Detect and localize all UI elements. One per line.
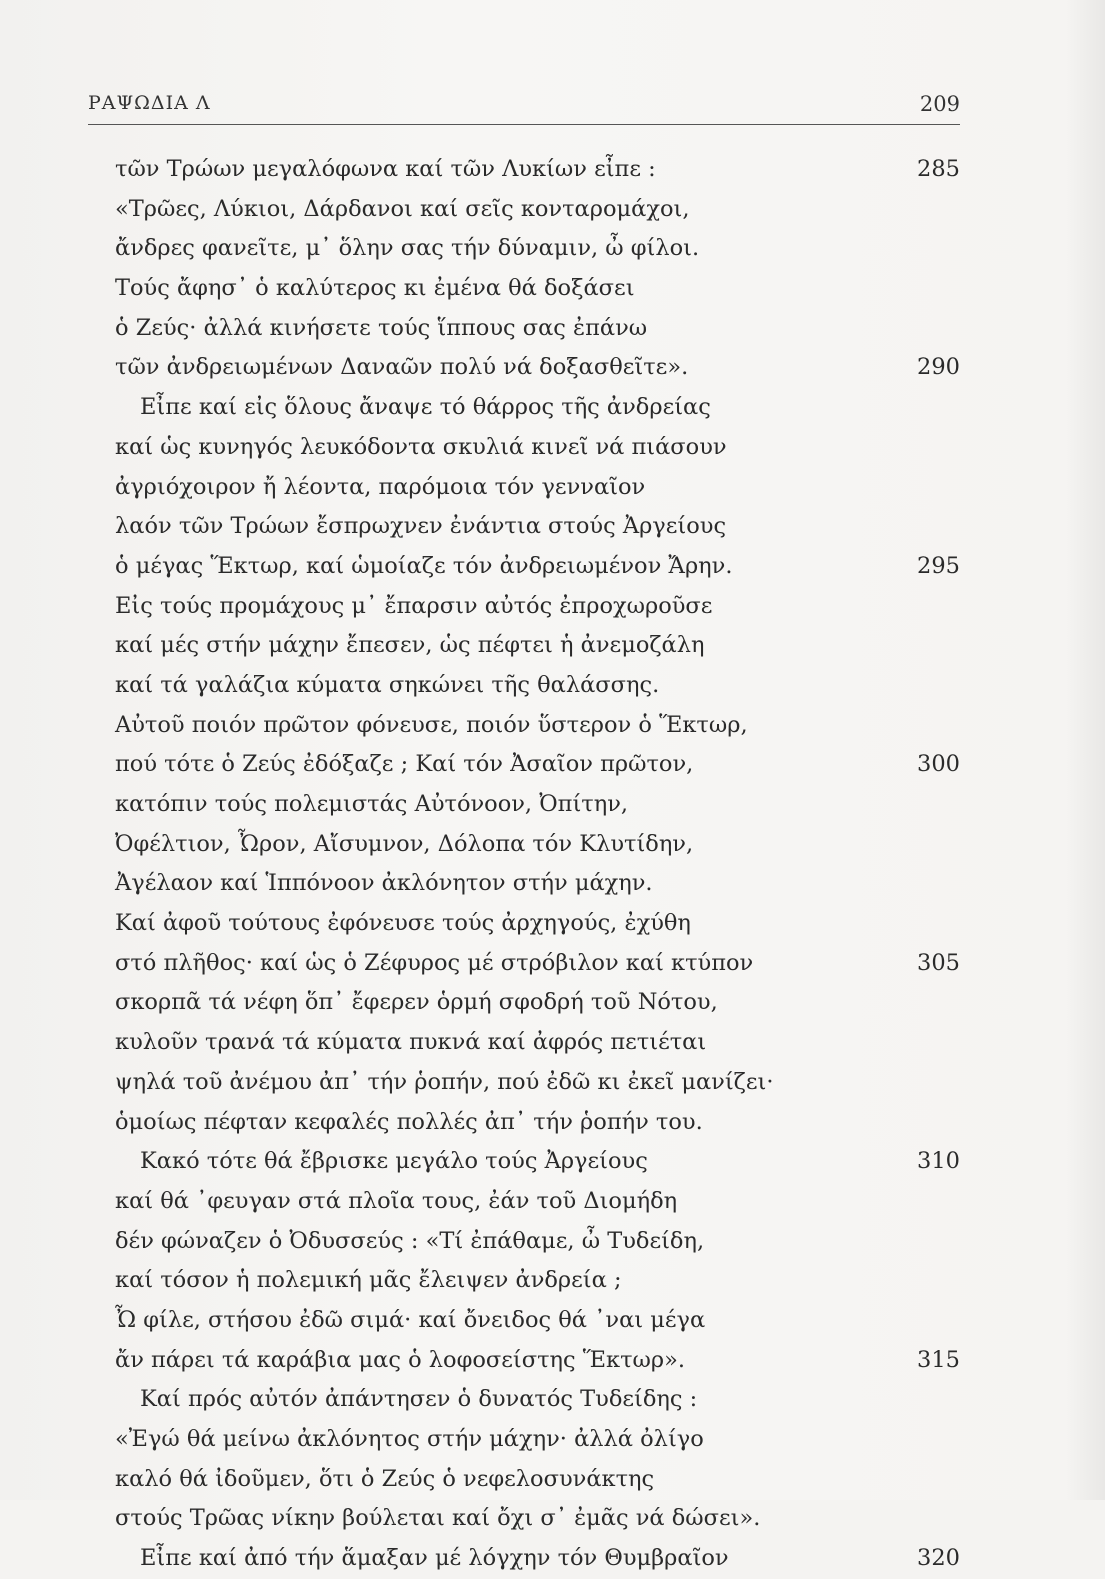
verse-line bbox=[115, 706, 960, 746]
verse-line bbox=[115, 1142, 960, 1182]
verse-line bbox=[115, 1023, 960, 1063]
verse-line-text: Καί πρός αὐτόν ἀπάντησεν ὁ δυνατός Τυδείδης : bbox=[140, 1386, 698, 1413]
verse-line bbox=[115, 507, 960, 547]
verse-line-text: καί τόσον ἡ πολεμική μᾶς ἔλειψεν ἀνδρεία ; bbox=[115, 1267, 622, 1294]
line-number: 305 bbox=[917, 949, 960, 976]
verse-text bbox=[115, 150, 960, 1579]
verse-line bbox=[115, 1539, 960, 1579]
verse-line-text: «Ἐγώ θά μείνω ἀκλόνητος στήν μάχην· ἀλλά ὀλίγο bbox=[115, 1426, 704, 1452]
page-edge-shadow bbox=[1065, 0, 1105, 1500]
verse-line-text: καί θά ᾽φευγαν στά πλοῖα τους, ἐάν τοῦ Διομήδη bbox=[115, 1187, 678, 1214]
verse-line-text: σκορπᾶ τά νέφη ὅπ᾽ ἔφερεν ὁρμή σφοδρή τοῦ Νότου, bbox=[115, 989, 718, 1016]
verse-line bbox=[115, 587, 960, 627]
verse-line-text: ἄν πάρει τά καράβια μας ὁ λοφοσείστης Ἕκτωρ». bbox=[115, 1346, 686, 1373]
verse-line-text: κατόπιν τούς πολεμιστάς Αὐτόνοον, Ὀπίτην, bbox=[115, 791, 629, 817]
verse-line-text: κυλοῦν τρανά τά κύματα πυκνά καί ἀφρός πετιέται bbox=[115, 1029, 707, 1056]
verse-line-text: Εἶπε καί ἀπό τήν ἅμαξαν μέ λόγχην τόν Θυμβραῖον bbox=[140, 1545, 729, 1572]
verse-line bbox=[115, 983, 960, 1023]
verse-line bbox=[115, 190, 960, 230]
verse-line-text: Κακό τότε θά ἔβρισκε μεγάλο τούς Ἀργείους bbox=[140, 1148, 648, 1175]
verse-line bbox=[115, 269, 960, 309]
verse-line-text: Ὦ φίλε, στήσου ἐδῶ σιμά· καί ὄνειδος θά ᾽ναι μέγα bbox=[115, 1306, 706, 1333]
verse-line-text: ἀγριόχοιρον ἤ λέοντα, παρόμοια τόν γενναῖον bbox=[115, 473, 646, 500]
verse-line-text: λαόν τῶν Τρώων ἔσπρωχνεν ἐνάντια στούς Ἀργείους bbox=[115, 513, 727, 540]
verse-line bbox=[115, 864, 960, 904]
verse-line-text: Ὀφέλτιον, Ὦρον, Αἴσυμνον, Δόλοπα τόν Κλυτίδην, bbox=[115, 830, 694, 857]
verse-line bbox=[115, 666, 960, 706]
verse-line bbox=[115, 388, 960, 428]
verse-line-text: Αὐτοῦ ποιόν πρῶτον φόνευσε, ποιόν ὕστερον ὁ Ἕκτωρ, bbox=[115, 711, 748, 738]
line-number: 310 bbox=[917, 1148, 960, 1175]
verse-line bbox=[115, 825, 960, 865]
verse-line bbox=[115, 547, 960, 587]
verse-line-text: Τούς ἄφησ᾽ ὁ καλύτερος κι ἐμένα θά δοξάσει bbox=[115, 275, 635, 302]
verse-line-text: ὁμοίως πέφταν κεφαλές πολλές ἀπ᾽ τήν ῥοπήν του. bbox=[115, 1108, 703, 1135]
verse-line bbox=[115, 1460, 960, 1500]
verse-line-text: τῶν ἀνδρειωμένων Δαναῶν πολύ νά δοξασθεῖτε». bbox=[115, 354, 689, 381]
verse-line-text: Καί ἀφοῦ τούτους ἐφόνευσε τούς ἀρχηγούς, ἐχύθη bbox=[115, 910, 691, 937]
verse-line bbox=[115, 348, 960, 388]
verse-line-text: καί μές στήν μάχην ἔπεσεν, ὡς πέφτει ἡ ἀνεμοζάλη bbox=[115, 632, 705, 659]
line-number: 285 bbox=[917, 156, 960, 182]
verse-line-text: καί τά γαλάζια κύματα σηκώνει τῆς θαλάσσης. bbox=[115, 671, 660, 698]
verse-line-text: ἄνδρες φανεῖτε, μ᾽ ὅλην σας τήν δύναμιν, ὦ φίλοι. bbox=[115, 235, 700, 262]
verse-line bbox=[115, 468, 960, 508]
verse-line-text: στούς Τρῶας νίκην βούλεται καί ὄχι σ᾽ ἐμᾶς νά δώσει». bbox=[115, 1505, 761, 1532]
verse-line-text: δέν φώναζεν ὁ Ὀδυσσεύς : «Τί ἐπάθαμε, ὦ Τυδείδη, bbox=[115, 1227, 705, 1254]
verse-line bbox=[115, 309, 960, 349]
header-rule bbox=[88, 124, 960, 125]
verse-line bbox=[115, 229, 960, 269]
verse-line bbox=[115, 626, 960, 666]
verse-line-text: πού τότε ὁ Ζεύς ἐδόξαζε ; Καί τόν Ἀσαῖον πρῶτον, bbox=[115, 751, 694, 778]
line-number: 290 bbox=[917, 354, 960, 381]
running-head: ΡΑΨΩΔΙΑ Λ bbox=[88, 92, 211, 114]
verse-line bbox=[115, 1182, 960, 1222]
verse-line bbox=[115, 904, 960, 944]
verse-line bbox=[115, 1341, 960, 1381]
verse-line-text: καί ὡς κυνηγός λευκόδοντα σκυλιά κινεῖ νά πιάσουν bbox=[115, 433, 727, 460]
verse-line-text: τῶν Τρώων μεγαλόφωνα καί τῶν Λυκίων εἶπε : bbox=[115, 156, 656, 182]
verse-line-text: Εἶπε καί εἰς ὅλους ἄναψε τό θάρρος τῆς ἀνδρείας bbox=[140, 394, 711, 421]
line-number: 315 bbox=[917, 1346, 960, 1373]
verse-line-text: καλό θά ἰδοῦμεν, ὅτι ὁ Ζεύς ὁ νεφελοσυνάκτης bbox=[115, 1465, 655, 1492]
verse-line bbox=[115, 428, 960, 468]
verse-line-text: «Τρῶες, Λύκιοι, Δάρδανοι καί σεῖς κονταρομάχοι, bbox=[115, 195, 690, 222]
verse-line-text: ὁ Ζεύς· ἀλλά κινήσετε τούς ἵππους σας ἐπάνω bbox=[115, 314, 648, 341]
verse-line-text: Εἰς τούς προμάχους μ᾽ ἔπαρσιν αὐτός ἐπροχωροῦσε bbox=[115, 592, 713, 619]
verse-line bbox=[115, 1301, 960, 1341]
verse-line bbox=[115, 745, 960, 785]
line-number: 300 bbox=[917, 751, 960, 778]
verse-line bbox=[115, 1380, 960, 1420]
verse-line-text: στό πλῆθος· καί ὡς ὁ Ζέφυρος μέ στρόβιλον καί κτύπον bbox=[115, 949, 754, 976]
line-number: 320 bbox=[917, 1545, 960, 1572]
verse-line bbox=[115, 1420, 960, 1460]
verse-line bbox=[115, 1222, 960, 1262]
verse-line bbox=[115, 1499, 960, 1539]
verse-line-text: Ἀγέλαον καί Ἱππόνοον ἀκλόνητον στήν μάχην. bbox=[115, 870, 653, 897]
verse-line bbox=[115, 1063, 960, 1103]
verse-line bbox=[115, 150, 960, 190]
verse-line bbox=[115, 944, 960, 984]
verse-line-text: ψηλά τοῦ ἀνέμου ἀπ᾽ τήν ῥοπήν, πού ἐδῶ κι ἐκεῖ μανίζει· bbox=[115, 1068, 774, 1095]
verse-line bbox=[115, 1103, 960, 1143]
verse-line bbox=[115, 1261, 960, 1301]
line-number: 295 bbox=[917, 552, 960, 579]
page-number: 209 bbox=[919, 92, 960, 116]
page-header bbox=[88, 92, 960, 122]
verse-line-text: ὁ μέγας Ἕκτωρ, καί ὡμοίαζε τόν ἀνδρειωμένον Ἄρην. bbox=[115, 552, 733, 579]
verse-line bbox=[115, 785, 960, 825]
